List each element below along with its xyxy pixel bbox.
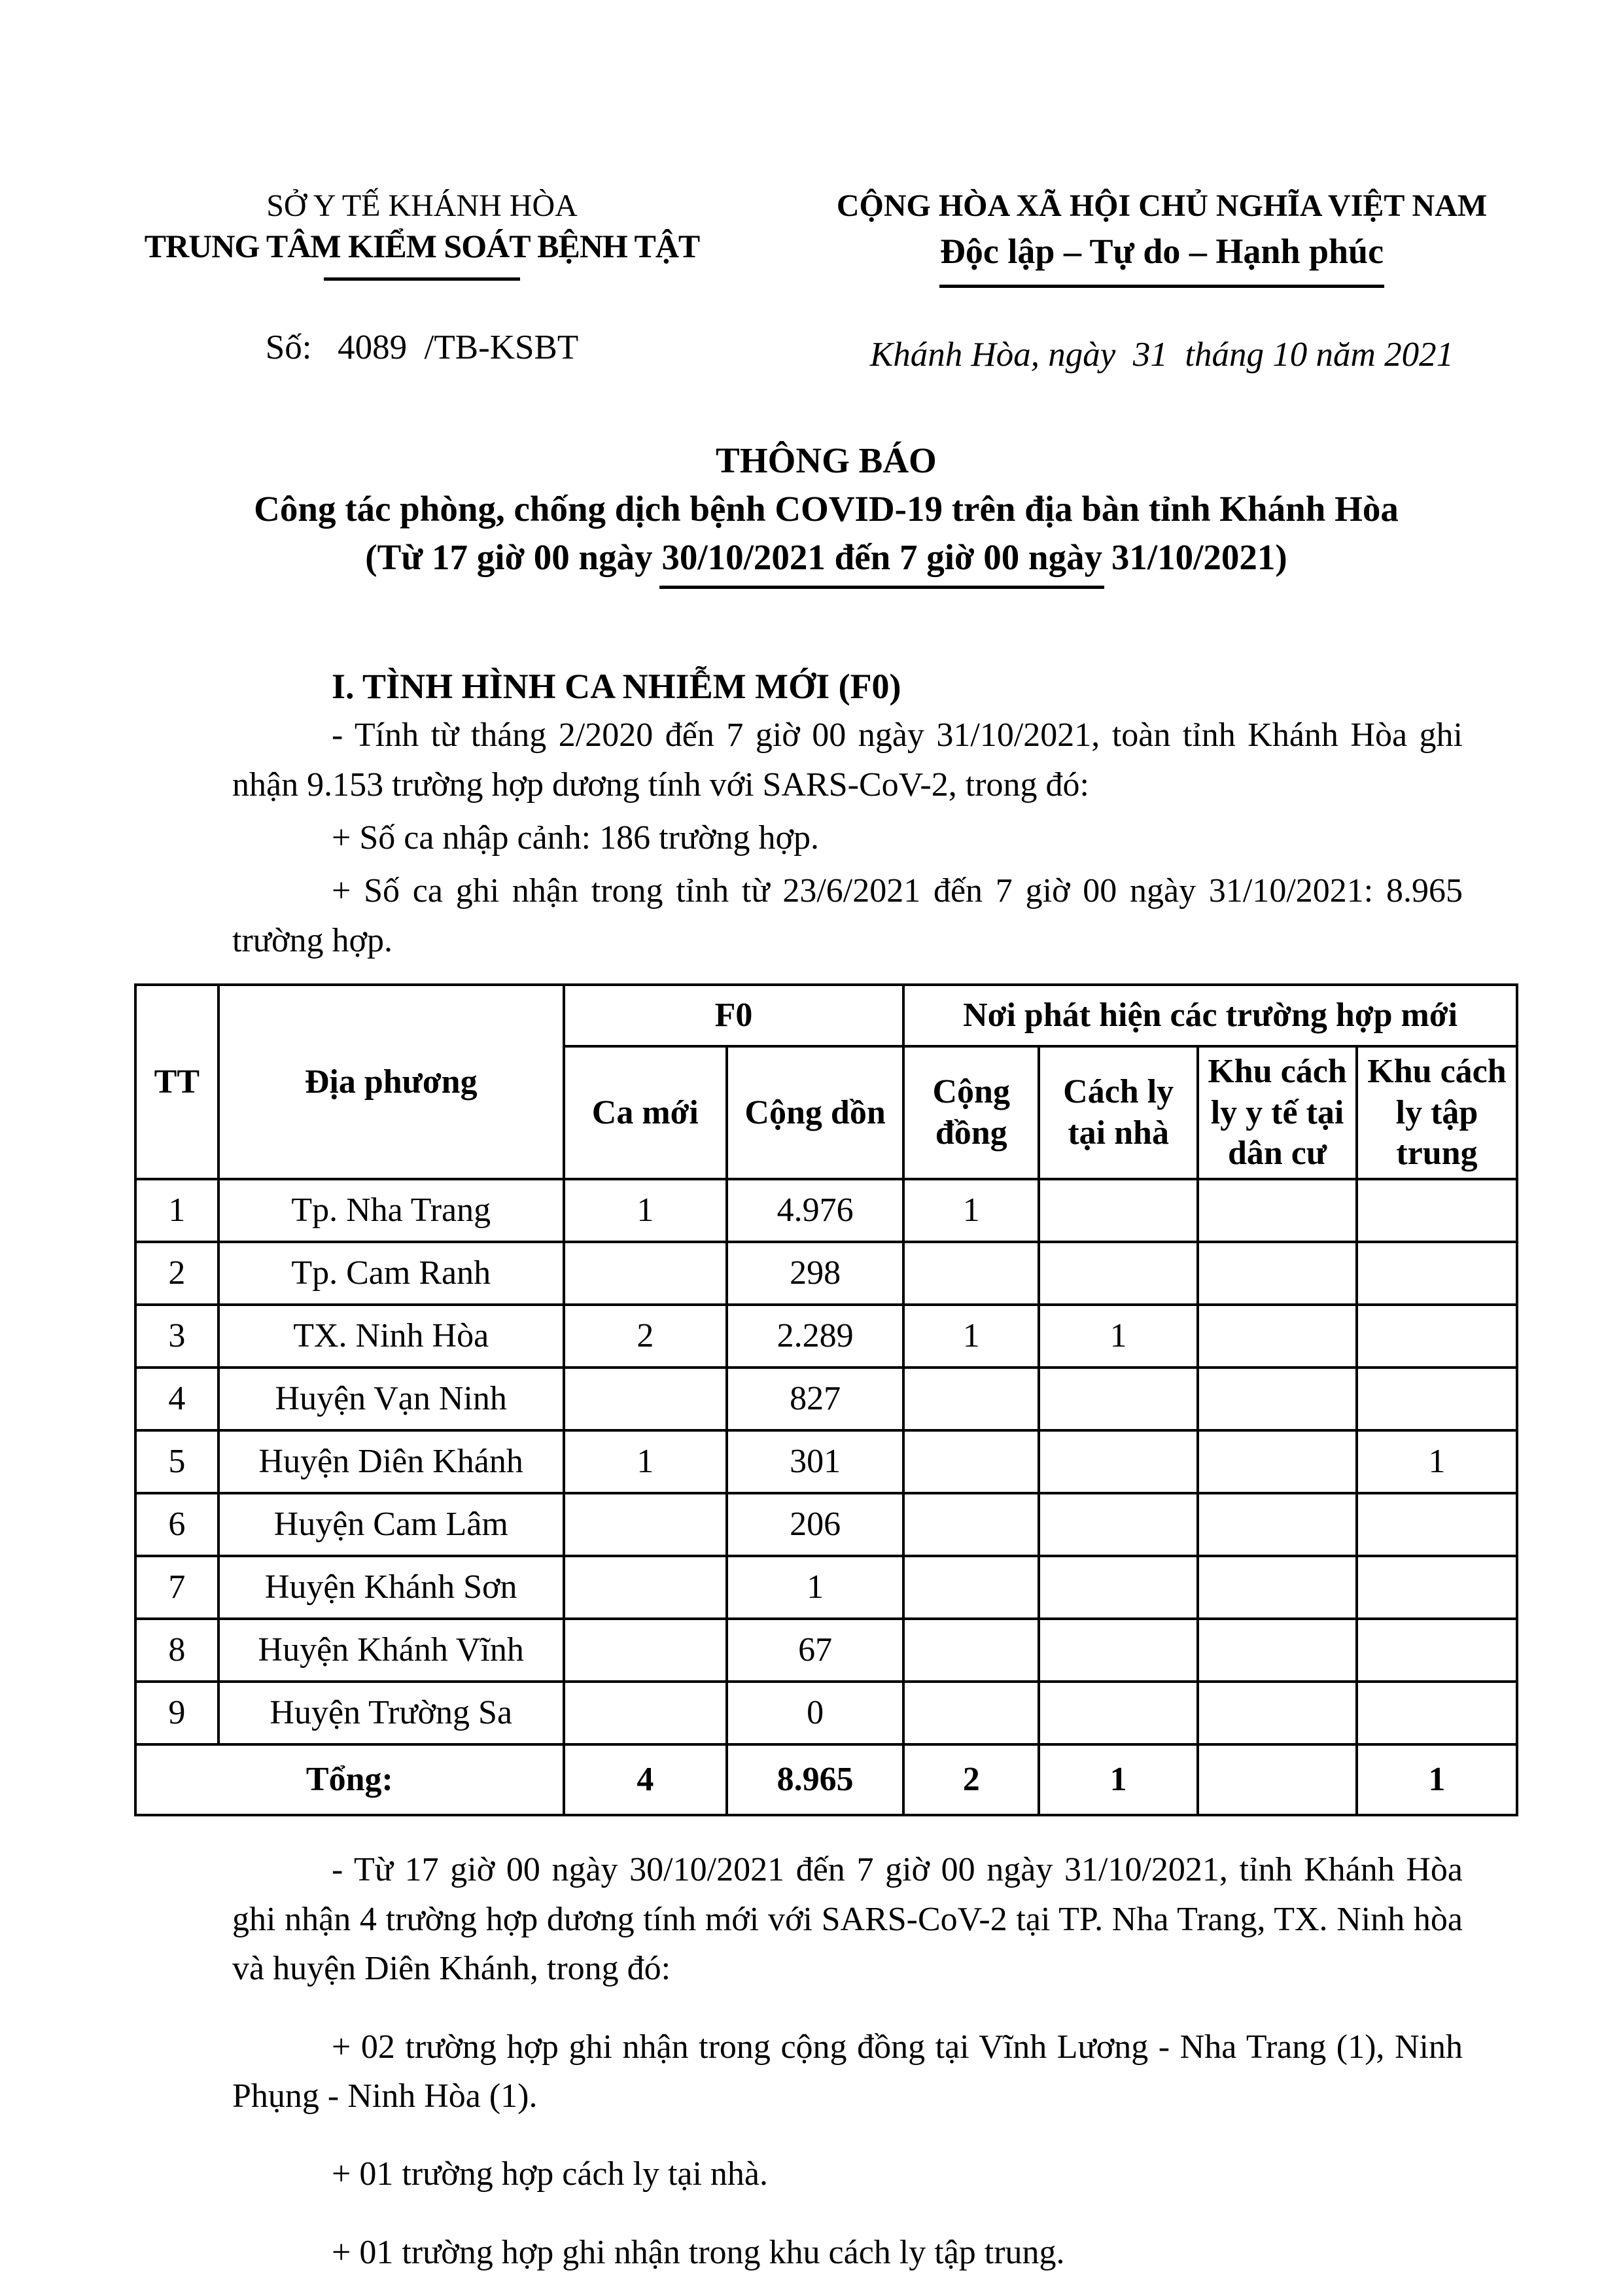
cell-home: 1	[1039, 1305, 1198, 1368]
section-1	[232, 666, 1463, 965]
cell-community: 1	[903, 1179, 1039, 1242]
document-subtitle: Công tác phòng, chống dịch bệnh COVID-19 trên địa bàn tỉnh Khánh Hòa	[254, 488, 1399, 529]
cell-concentrated	[1357, 1493, 1517, 1556]
section-2	[232, 1845, 1463, 2277]
cell-tt: 2	[135, 1242, 218, 1305]
cell-new	[564, 1682, 727, 1744]
col-header-tt: TT	[135, 985, 218, 1179]
document-number: Số: 4089 /TB-KSBT	[265, 328, 579, 366]
cell-medical	[1198, 1179, 1357, 1242]
agency-name: TRUNG TÂM KIỂM SOÁT BỆNH TẬT	[144, 228, 700, 264]
table-header	[135, 985, 1517, 1179]
cell-home	[1039, 1556, 1198, 1619]
col-header-new-cases: Ca mới	[564, 1046, 727, 1179]
table-row	[135, 1430, 1517, 1493]
table-row	[135, 1179, 1517, 1242]
issuing-agency-block	[134, 186, 710, 367]
cell-tt: 4	[135, 1368, 218, 1430]
covid-cases-table	[134, 983, 1518, 1816]
total-community: 2	[903, 1744, 1039, 1815]
cell-total: 67	[727, 1619, 903, 1682]
cell-district: Huyện Trường Sa	[218, 1682, 564, 1744]
cell-community: 1	[903, 1305, 1039, 1368]
cell-district: Huyện Khánh Sơn	[218, 1556, 564, 1619]
cell-new	[564, 1242, 727, 1305]
section-2-paragraph: - Từ 17 giờ 00 ngày 30/10/2021 đến 7 giờ 00 ngày 31/10/2021, tỉnh Khánh Hòa ghi nhận 4 trường hợp dương tính mới với SARS-CoV-2 tại TP. Nha Trang, TX. Ninh hòa và huyện Diên Khánh, trong đó:	[232, 1851, 1463, 1988]
cell-district: Huyện Vạn Ninh	[218, 1368, 564, 1430]
cell-tt: 6	[135, 1493, 218, 1556]
cell-total: 4.976	[727, 1179, 903, 1242]
cell-concentrated	[1357, 1305, 1517, 1368]
national-header-block	[805, 186, 1518, 374]
cell-medical	[1198, 1556, 1357, 1619]
document-type: THÔNG BÁO	[716, 440, 937, 480]
cell-new: 1	[564, 1179, 727, 1242]
cell-home	[1039, 1682, 1198, 1744]
cell-home	[1039, 1430, 1198, 1493]
cell-home	[1039, 1242, 1198, 1305]
cell-community	[903, 1619, 1039, 1682]
cell-district: Huyện Cam Lâm	[218, 1493, 564, 1556]
total-label: Tổng:	[135, 1744, 564, 1815]
cell-home	[1039, 1179, 1198, 1242]
table-row	[135, 1305, 1517, 1368]
cell-medical	[1198, 1619, 1357, 1682]
cell-concentrated	[1357, 1556, 1517, 1619]
cell-tt: 3	[135, 1305, 218, 1368]
country-name: CỘNG HÒA XÃ HỘI CHỦ NGHĨA VIỆT NAM	[836, 188, 1488, 223]
cell-medical	[1198, 1305, 1357, 1368]
cell-medical	[1198, 1493, 1357, 1556]
section-2-paragraph: + 01 trường hợp cách ly tại nhà.	[332, 2155, 769, 2193]
cell-new	[564, 1493, 727, 1556]
parent-agency-name: SỞ Y TẾ KHÁNH HÒA	[266, 188, 578, 223]
cell-new	[564, 1556, 727, 1619]
section-1-heading: I. TÌNH HÌNH CA NHIỄM MỚI (F0)	[332, 667, 901, 707]
cell-community	[903, 1556, 1039, 1619]
cell-home	[1039, 1493, 1198, 1556]
cell-concentrated	[1357, 1368, 1517, 1430]
cell-total: 827	[727, 1368, 903, 1430]
cell-home	[1039, 1368, 1198, 1430]
col-group-f0: F0	[564, 985, 904, 1046]
cell-tt: 5	[135, 1430, 218, 1493]
col-header-community: Cộng đồng	[903, 1046, 1039, 1179]
cell-total: 206	[727, 1493, 903, 1556]
national-motto: Độc lập – Tự do – Hạnh phúc	[939, 232, 1384, 271]
cell-new	[564, 1619, 727, 1682]
cell-concentrated	[1357, 1179, 1517, 1242]
total-cumulative: 8.965	[727, 1744, 903, 1815]
table-row	[135, 1493, 1517, 1556]
cell-district: Tp. Cam Ranh	[218, 1242, 564, 1305]
table-body	[135, 1179, 1517, 1815]
cell-community	[903, 1368, 1039, 1430]
cell-concentrated	[1357, 1242, 1517, 1305]
table-row	[135, 1242, 1517, 1305]
cell-medical	[1198, 1682, 1357, 1744]
cell-district: Huyện Khánh Vĩnh	[218, 1619, 564, 1682]
table-header-group-row	[135, 985, 1517, 1046]
table-row	[135, 1556, 1517, 1619]
total-home: 1	[1039, 1744, 1198, 1815]
cell-district: TX. Ninh Hòa	[218, 1305, 564, 1368]
cell-tt: 8	[135, 1619, 218, 1682]
table-total-row	[135, 1744, 1517, 1815]
cell-total: 298	[727, 1242, 903, 1305]
cell-new: 1	[564, 1430, 727, 1493]
section-2-paragraph: + 01 trường hợp ghi nhận trong khu cách ly tập trung.	[332, 2233, 1065, 2271]
section-1-paragraph: - Tính từ tháng 2/2020 đến 7 giờ 00 ngày 31/10/2021, toàn tỉnh Khánh Hòa ghi nhận 9.153 trường hợp dương tính với SARS-CoV-2, trong đó:	[232, 716, 1463, 804]
cell-total: 1	[727, 1556, 903, 1619]
total-concentrated: 1	[1357, 1744, 1517, 1815]
document-period: (Từ 17 giờ 00 ngày 30/10/2021 đến 7 giờ 00 ngày 31/10/2021)	[365, 537, 1287, 577]
agency-underline	[324, 277, 520, 281]
col-header-home-quarantine: Cách ly tại nhà	[1039, 1046, 1198, 1179]
col-header-cumulative: Cộng dồn	[727, 1046, 903, 1179]
cell-tt: 1	[135, 1179, 218, 1242]
col-header-district: Địa phương	[218, 985, 564, 1179]
table-row	[135, 1619, 1517, 1682]
document-header	[134, 186, 1518, 374]
cell-district: Huyện Diên Khánh	[218, 1430, 564, 1493]
cell-community	[903, 1493, 1039, 1556]
total-new: 4	[564, 1744, 727, 1815]
document-title-block	[134, 436, 1518, 590]
cell-concentrated: 1	[1357, 1430, 1517, 1493]
cell-community	[903, 1242, 1039, 1305]
table-row	[135, 1368, 1517, 1430]
cell-total: 0	[727, 1682, 903, 1744]
col-header-medical-quarantine: Khu cách ly y tế tại dân cư	[1198, 1046, 1357, 1179]
cell-medical	[1198, 1368, 1357, 1430]
table-row	[135, 1682, 1517, 1744]
cell-district: Tp. Nha Trang	[218, 1179, 564, 1242]
section-2-paragraph: + 02 trường hợp ghi nhận trong cộng đồng tại Vĩnh Lương - Nha Trang (1), Ninh Phụng - Ninh Hòa (1).	[232, 2028, 1463, 2115]
cell-new	[564, 1368, 727, 1430]
cell-medical	[1198, 1430, 1357, 1493]
total-medical	[1198, 1744, 1357, 1815]
cell-tt: 7	[135, 1556, 218, 1619]
cell-concentrated	[1357, 1682, 1517, 1744]
cell-home	[1039, 1619, 1198, 1682]
section-1-paragraph: + Số ca nhập cảnh: 186 trường hợp.	[332, 819, 820, 857]
cell-total: 301	[727, 1430, 903, 1493]
cell-community	[903, 1682, 1039, 1744]
cell-medical	[1198, 1242, 1357, 1305]
cell-community	[903, 1430, 1039, 1493]
cell-tt: 9	[135, 1682, 218, 1744]
col-header-concentrated-quarantine: Khu cách ly tập trung	[1357, 1046, 1517, 1179]
cell-concentrated	[1357, 1619, 1517, 1682]
place-and-date: Khánh Hòa, ngày 31 tháng 10 năm 2021	[869, 335, 1454, 374]
motto-underline	[939, 285, 1384, 288]
title-underline	[659, 586, 1104, 589]
col-group-detection-place: Nơi phát hiện các trường hợp mới	[903, 985, 1517, 1046]
section-1-paragraph: + Số ca ghi nhận trong tỉnh từ 23/6/2021 đến 7 giờ 00 ngày 31/10/2021: 8.965 trường hợp.	[232, 872, 1463, 959]
cell-total: 2.289	[727, 1305, 903, 1368]
cell-new: 2	[564, 1305, 727, 1368]
